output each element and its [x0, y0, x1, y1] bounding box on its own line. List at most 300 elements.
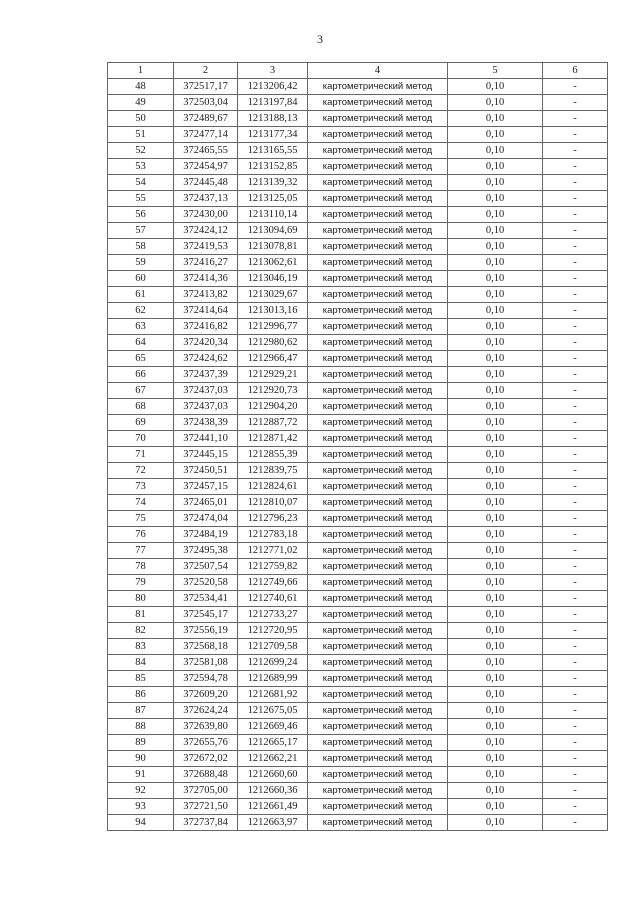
x-coordinate-cell: 372465,55	[174, 143, 238, 159]
note-cell: -	[543, 671, 608, 687]
y-coordinate-cell: 1212871,42	[238, 431, 308, 447]
accuracy-cell: 0,10	[448, 511, 543, 527]
accuracy-cell: 0,10	[448, 767, 543, 783]
table-row	[108, 239, 608, 255]
point-number-cell: 80	[108, 591, 174, 607]
table-row	[108, 479, 608, 495]
note-cell: -	[543, 719, 608, 735]
table-row	[108, 495, 608, 511]
x-coordinate-cell: 372495,38	[174, 543, 238, 559]
note-cell: -	[543, 367, 608, 383]
y-coordinate-cell: 1212661,49	[238, 799, 308, 815]
accuracy-cell: 0,10	[448, 623, 543, 639]
y-coordinate-cell: 1213125,05	[238, 191, 308, 207]
x-coordinate-cell: 372465,01	[174, 495, 238, 511]
column-header: 6	[543, 63, 608, 79]
method-cell: картометрический метод	[308, 207, 448, 223]
accuracy-cell: 0,10	[448, 143, 543, 159]
accuracy-cell: 0,10	[448, 559, 543, 575]
accuracy-cell: 0,10	[448, 783, 543, 799]
table-row	[108, 447, 608, 463]
point-number-cell: 67	[108, 383, 174, 399]
accuracy-cell: 0,10	[448, 735, 543, 751]
x-coordinate-cell: 372517,17	[174, 79, 238, 95]
table-row	[108, 255, 608, 271]
note-cell: -	[543, 207, 608, 223]
table-row	[108, 639, 608, 655]
method-cell: картометрический метод	[308, 319, 448, 335]
method-cell: картометрический метод	[308, 127, 448, 143]
table-row	[108, 623, 608, 639]
point-number-cell: 85	[108, 671, 174, 687]
point-number-cell: 74	[108, 495, 174, 511]
point-number-cell: 59	[108, 255, 174, 271]
note-cell: -	[543, 511, 608, 527]
accuracy-cell: 0,10	[448, 79, 543, 95]
x-coordinate-cell: 372705,00	[174, 783, 238, 799]
x-coordinate-cell: 372416,82	[174, 319, 238, 335]
note-cell: -	[543, 255, 608, 271]
y-coordinate-cell: 1213094,69	[238, 223, 308, 239]
accuracy-cell: 0,10	[448, 351, 543, 367]
y-coordinate-cell: 1213165,55	[238, 143, 308, 159]
point-number-cell: 71	[108, 447, 174, 463]
x-coordinate-cell: 372445,15	[174, 447, 238, 463]
method-cell: картометрический метод	[308, 447, 448, 463]
method-cell: картометрический метод	[308, 223, 448, 239]
x-coordinate-cell: 372484,19	[174, 527, 238, 543]
note-cell: -	[543, 159, 608, 175]
point-number-cell: 87	[108, 703, 174, 719]
method-cell: картометрический метод	[308, 639, 448, 655]
point-number-cell: 63	[108, 319, 174, 335]
point-number-cell: 88	[108, 719, 174, 735]
method-cell: картометрический метод	[308, 575, 448, 591]
table-row	[108, 383, 608, 399]
method-cell: картометрический метод	[308, 143, 448, 159]
method-cell: картометрический метод	[308, 95, 448, 111]
y-coordinate-cell: 1212887,72	[238, 415, 308, 431]
method-cell: картометрический метод	[308, 543, 448, 559]
note-cell: -	[543, 527, 608, 543]
method-cell: картометрический метод	[308, 399, 448, 415]
y-coordinate-cell: 1212920,73	[238, 383, 308, 399]
accuracy-cell: 0,10	[448, 255, 543, 271]
method-cell: картометрический метод	[308, 591, 448, 607]
table-row	[108, 191, 608, 207]
accuracy-cell: 0,10	[448, 799, 543, 815]
accuracy-cell: 0,10	[448, 239, 543, 255]
accuracy-cell: 0,10	[448, 335, 543, 351]
table-row	[108, 207, 608, 223]
table-row	[108, 351, 608, 367]
method-cell: картометрический метод	[308, 703, 448, 719]
x-coordinate-cell: 372438,39	[174, 415, 238, 431]
table-row	[108, 687, 608, 703]
point-number-cell: 61	[108, 287, 174, 303]
note-cell: -	[543, 495, 608, 511]
point-number-cell: 83	[108, 639, 174, 655]
table-row	[108, 815, 608, 831]
method-cell: картометрический метод	[308, 159, 448, 175]
table-row	[108, 591, 608, 607]
note-cell: -	[543, 191, 608, 207]
method-cell: картометрический метод	[308, 79, 448, 95]
y-coordinate-cell: 1212720,95	[238, 623, 308, 639]
x-coordinate-cell: 372545,17	[174, 607, 238, 623]
accuracy-cell: 0,10	[448, 159, 543, 175]
method-cell: картометрический метод	[308, 463, 448, 479]
point-number-cell: 75	[108, 511, 174, 527]
table-header-row	[108, 63, 608, 79]
accuracy-cell: 0,10	[448, 815, 543, 831]
x-coordinate-cell: 372721,50	[174, 799, 238, 815]
point-number-cell: 58	[108, 239, 174, 255]
y-coordinate-cell: 1212929,21	[238, 367, 308, 383]
y-coordinate-cell: 1213046,19	[238, 271, 308, 287]
accuracy-cell: 0,10	[448, 319, 543, 335]
method-cell: картометрический метод	[308, 815, 448, 831]
accuracy-cell: 0,10	[448, 655, 543, 671]
note-cell: -	[543, 287, 608, 303]
accuracy-cell: 0,10	[448, 463, 543, 479]
y-coordinate-cell: 1212749,66	[238, 575, 308, 591]
accuracy-cell: 0,10	[448, 191, 543, 207]
y-coordinate-cell: 1212660,60	[238, 767, 308, 783]
table-row	[108, 175, 608, 191]
method-cell: картометрический метод	[308, 431, 448, 447]
method-cell: картометрический метод	[308, 191, 448, 207]
point-number-cell: 49	[108, 95, 174, 111]
x-coordinate-cell: 372624,24	[174, 703, 238, 719]
x-coordinate-cell: 372416,27	[174, 255, 238, 271]
method-cell: картометрический метод	[308, 799, 448, 815]
table-row	[108, 303, 608, 319]
note-cell: -	[543, 175, 608, 191]
y-coordinate-cell: 1212810,07	[238, 495, 308, 511]
y-coordinate-cell: 1212966,47	[238, 351, 308, 367]
point-number-cell: 51	[108, 127, 174, 143]
method-cell: картометрический метод	[308, 671, 448, 687]
x-coordinate-cell: 372507,54	[174, 559, 238, 575]
method-cell: картометрический метод	[308, 623, 448, 639]
y-coordinate-cell: 1213078,81	[238, 239, 308, 255]
note-cell: -	[543, 687, 608, 703]
x-coordinate-cell: 372414,36	[174, 271, 238, 287]
method-cell: картометрический метод	[308, 367, 448, 383]
point-number-cell: 60	[108, 271, 174, 287]
x-coordinate-cell: 372424,12	[174, 223, 238, 239]
note-cell: -	[543, 351, 608, 367]
note-cell: -	[543, 735, 608, 751]
note-cell: -	[543, 639, 608, 655]
point-number-cell: 79	[108, 575, 174, 591]
y-coordinate-cell: 1212783,18	[238, 527, 308, 543]
note-cell: -	[543, 799, 608, 815]
y-coordinate-cell: 1212839,75	[238, 463, 308, 479]
note-cell: -	[543, 607, 608, 623]
note-cell: -	[543, 767, 608, 783]
method-cell: картометрический метод	[308, 783, 448, 799]
note-cell: -	[543, 415, 608, 431]
note-cell: -	[543, 623, 608, 639]
x-coordinate-cell: 372419,53	[174, 239, 238, 255]
point-number-cell: 54	[108, 175, 174, 191]
method-cell: картометрический метод	[308, 255, 448, 271]
x-coordinate-cell: 372437,39	[174, 367, 238, 383]
column-header: 4	[308, 63, 448, 79]
method-cell: картометрический метод	[308, 415, 448, 431]
accuracy-cell: 0,10	[448, 719, 543, 735]
note-cell: -	[543, 575, 608, 591]
accuracy-cell: 0,10	[448, 527, 543, 543]
note-cell: -	[543, 239, 608, 255]
point-number-cell: 86	[108, 687, 174, 703]
note-cell: -	[543, 319, 608, 335]
point-number-cell: 53	[108, 159, 174, 175]
method-cell: картометрический метод	[308, 655, 448, 671]
accuracy-cell: 0,10	[448, 575, 543, 591]
x-coordinate-cell: 372437,03	[174, 399, 238, 415]
note-cell: -	[543, 303, 608, 319]
accuracy-cell: 0,10	[448, 271, 543, 287]
x-coordinate-cell: 372489,67	[174, 111, 238, 127]
y-coordinate-cell: 1212660,36	[238, 783, 308, 799]
y-coordinate-cell: 1213110,14	[238, 207, 308, 223]
x-coordinate-cell: 372737,84	[174, 815, 238, 831]
accuracy-cell: 0,10	[448, 607, 543, 623]
y-coordinate-cell: 1213197,84	[238, 95, 308, 111]
point-number-cell: 72	[108, 463, 174, 479]
accuracy-cell: 0,10	[448, 543, 543, 559]
x-coordinate-cell: 372414,64	[174, 303, 238, 319]
note-cell: -	[543, 751, 608, 767]
note-cell: -	[543, 143, 608, 159]
point-number-cell: 55	[108, 191, 174, 207]
accuracy-cell: 0,10	[448, 591, 543, 607]
x-coordinate-cell: 372424,62	[174, 351, 238, 367]
point-number-cell: 81	[108, 607, 174, 623]
y-coordinate-cell: 1213013,16	[238, 303, 308, 319]
point-number-cell: 82	[108, 623, 174, 639]
accuracy-cell: 0,10	[448, 703, 543, 719]
table-row	[108, 143, 608, 159]
method-cell: картометрический метод	[308, 511, 448, 527]
table-row	[108, 367, 608, 383]
note-cell: -	[543, 591, 608, 607]
note-cell: -	[543, 127, 608, 143]
column-header: 5	[448, 63, 543, 79]
point-number-cell: 91	[108, 767, 174, 783]
y-coordinate-cell: 1212681,92	[238, 687, 308, 703]
table-row	[108, 399, 608, 415]
y-coordinate-cell: 1212689,99	[238, 671, 308, 687]
method-cell: картометрический метод	[308, 687, 448, 703]
y-coordinate-cell: 1213139,32	[238, 175, 308, 191]
y-coordinate-cell: 1212740,61	[238, 591, 308, 607]
method-cell: картометрический метод	[308, 351, 448, 367]
y-coordinate-cell: 1212662,21	[238, 751, 308, 767]
note-cell: -	[543, 79, 608, 95]
table-row	[108, 79, 608, 95]
table-row	[108, 527, 608, 543]
method-cell: картометрический метод	[308, 111, 448, 127]
point-number-cell: 57	[108, 223, 174, 239]
table-row	[108, 287, 608, 303]
table-row	[108, 223, 608, 239]
method-cell: картометрический метод	[308, 719, 448, 735]
accuracy-cell: 0,10	[448, 399, 543, 415]
y-coordinate-cell: 1212733,27	[238, 607, 308, 623]
y-coordinate-cell: 1212759,82	[238, 559, 308, 575]
note-cell: -	[543, 431, 608, 447]
x-coordinate-cell: 372474,04	[174, 511, 238, 527]
y-coordinate-cell: 1212675,05	[238, 703, 308, 719]
point-number-cell: 68	[108, 399, 174, 415]
accuracy-cell: 0,10	[448, 111, 543, 127]
y-coordinate-cell: 1213062,61	[238, 255, 308, 271]
note-cell: -	[543, 271, 608, 287]
table-row	[108, 271, 608, 287]
method-cell: картометрический метод	[308, 383, 448, 399]
method-cell: картометрический метод	[308, 751, 448, 767]
accuracy-cell: 0,10	[448, 223, 543, 239]
point-number-cell: 66	[108, 367, 174, 383]
table-body	[108, 79, 608, 831]
point-number-cell: 89	[108, 735, 174, 751]
method-cell: картометрический метод	[308, 735, 448, 751]
point-number-cell: 90	[108, 751, 174, 767]
y-coordinate-cell: 1213188,13	[238, 111, 308, 127]
point-number-cell: 84	[108, 655, 174, 671]
method-cell: картометрический метод	[308, 767, 448, 783]
accuracy-cell: 0,10	[448, 639, 543, 655]
y-coordinate-cell: 1212980,62	[238, 335, 308, 351]
point-number-cell: 56	[108, 207, 174, 223]
point-number-cell: 77	[108, 543, 174, 559]
point-number-cell: 94	[108, 815, 174, 831]
accuracy-cell: 0,10	[448, 207, 543, 223]
y-coordinate-cell: 1213029,67	[238, 287, 308, 303]
accuracy-cell: 0,10	[448, 175, 543, 191]
x-coordinate-cell: 372430,00	[174, 207, 238, 223]
x-coordinate-cell: 372450,51	[174, 463, 238, 479]
accuracy-cell: 0,10	[448, 687, 543, 703]
accuracy-cell: 0,10	[448, 751, 543, 767]
x-coordinate-cell: 372655,76	[174, 735, 238, 751]
x-coordinate-cell: 372437,03	[174, 383, 238, 399]
accuracy-cell: 0,10	[448, 383, 543, 399]
method-cell: картометрический метод	[308, 335, 448, 351]
x-coordinate-cell: 372457,15	[174, 479, 238, 495]
point-number-cell: 48	[108, 79, 174, 95]
note-cell: -	[543, 383, 608, 399]
table-row	[108, 607, 608, 623]
y-coordinate-cell: 1212709,58	[238, 639, 308, 655]
note-cell: -	[543, 223, 608, 239]
point-number-cell: 76	[108, 527, 174, 543]
y-coordinate-cell: 1212855,39	[238, 447, 308, 463]
point-number-cell: 93	[108, 799, 174, 815]
method-cell: картометрический метод	[308, 287, 448, 303]
table-row	[108, 559, 608, 575]
table-row	[108, 671, 608, 687]
point-number-cell: 73	[108, 479, 174, 495]
x-coordinate-cell: 372441,10	[174, 431, 238, 447]
accuracy-cell: 0,10	[448, 127, 543, 143]
accuracy-cell: 0,10	[448, 367, 543, 383]
column-header: 1	[108, 63, 174, 79]
note-cell: -	[543, 559, 608, 575]
y-coordinate-cell: 1213152,85	[238, 159, 308, 175]
method-cell: картометрический метод	[308, 527, 448, 543]
x-coordinate-cell: 372503,04	[174, 95, 238, 111]
table-row	[108, 703, 608, 719]
note-cell: -	[543, 543, 608, 559]
table-row	[108, 575, 608, 591]
y-coordinate-cell: 1212824,61	[238, 479, 308, 495]
accuracy-cell: 0,10	[448, 671, 543, 687]
table-row	[108, 159, 608, 175]
table-row	[108, 431, 608, 447]
x-coordinate-cell: 372581,08	[174, 655, 238, 671]
table-row	[108, 319, 608, 335]
note-cell: -	[543, 783, 608, 799]
table-row	[108, 751, 608, 767]
x-coordinate-cell: 372672,02	[174, 751, 238, 767]
table-row	[108, 783, 608, 799]
note-cell: -	[543, 479, 608, 495]
note-cell: -	[543, 447, 608, 463]
table-row	[108, 335, 608, 351]
accuracy-cell: 0,10	[448, 415, 543, 431]
point-number-cell: 65	[108, 351, 174, 367]
accuracy-cell: 0,10	[448, 303, 543, 319]
y-coordinate-cell: 1212699,24	[238, 655, 308, 671]
accuracy-cell: 0,10	[448, 479, 543, 495]
table-row	[108, 415, 608, 431]
x-coordinate-cell: 372688,48	[174, 767, 238, 783]
x-coordinate-cell: 372534,41	[174, 591, 238, 607]
method-cell: картометрический метод	[308, 607, 448, 623]
y-coordinate-cell: 1212996,77	[238, 319, 308, 335]
method-cell: картометрический метод	[308, 175, 448, 191]
table-row	[108, 95, 608, 111]
note-cell: -	[543, 463, 608, 479]
point-number-cell: 64	[108, 335, 174, 351]
method-cell: картометрический метод	[308, 271, 448, 287]
table-row	[108, 511, 608, 527]
column-header: 3	[238, 63, 308, 79]
x-coordinate-cell: 372568,18	[174, 639, 238, 655]
method-cell: картометрический метод	[308, 303, 448, 319]
note-cell: -	[543, 95, 608, 111]
method-cell: картометрический метод	[308, 239, 448, 255]
note-cell: -	[543, 703, 608, 719]
note-cell: -	[543, 111, 608, 127]
x-coordinate-cell: 372454,97	[174, 159, 238, 175]
y-coordinate-cell: 1212665,17	[238, 735, 308, 751]
y-coordinate-cell: 1213206,42	[238, 79, 308, 95]
column-header: 2	[174, 63, 238, 79]
accuracy-cell: 0,10	[448, 447, 543, 463]
x-coordinate-cell: 372445,48	[174, 175, 238, 191]
y-coordinate-cell: 1212796,23	[238, 511, 308, 527]
point-number-cell: 92	[108, 783, 174, 799]
y-coordinate-cell: 1212904,20	[238, 399, 308, 415]
x-coordinate-cell: 372420,34	[174, 335, 238, 351]
x-coordinate-cell: 372413,82	[174, 287, 238, 303]
